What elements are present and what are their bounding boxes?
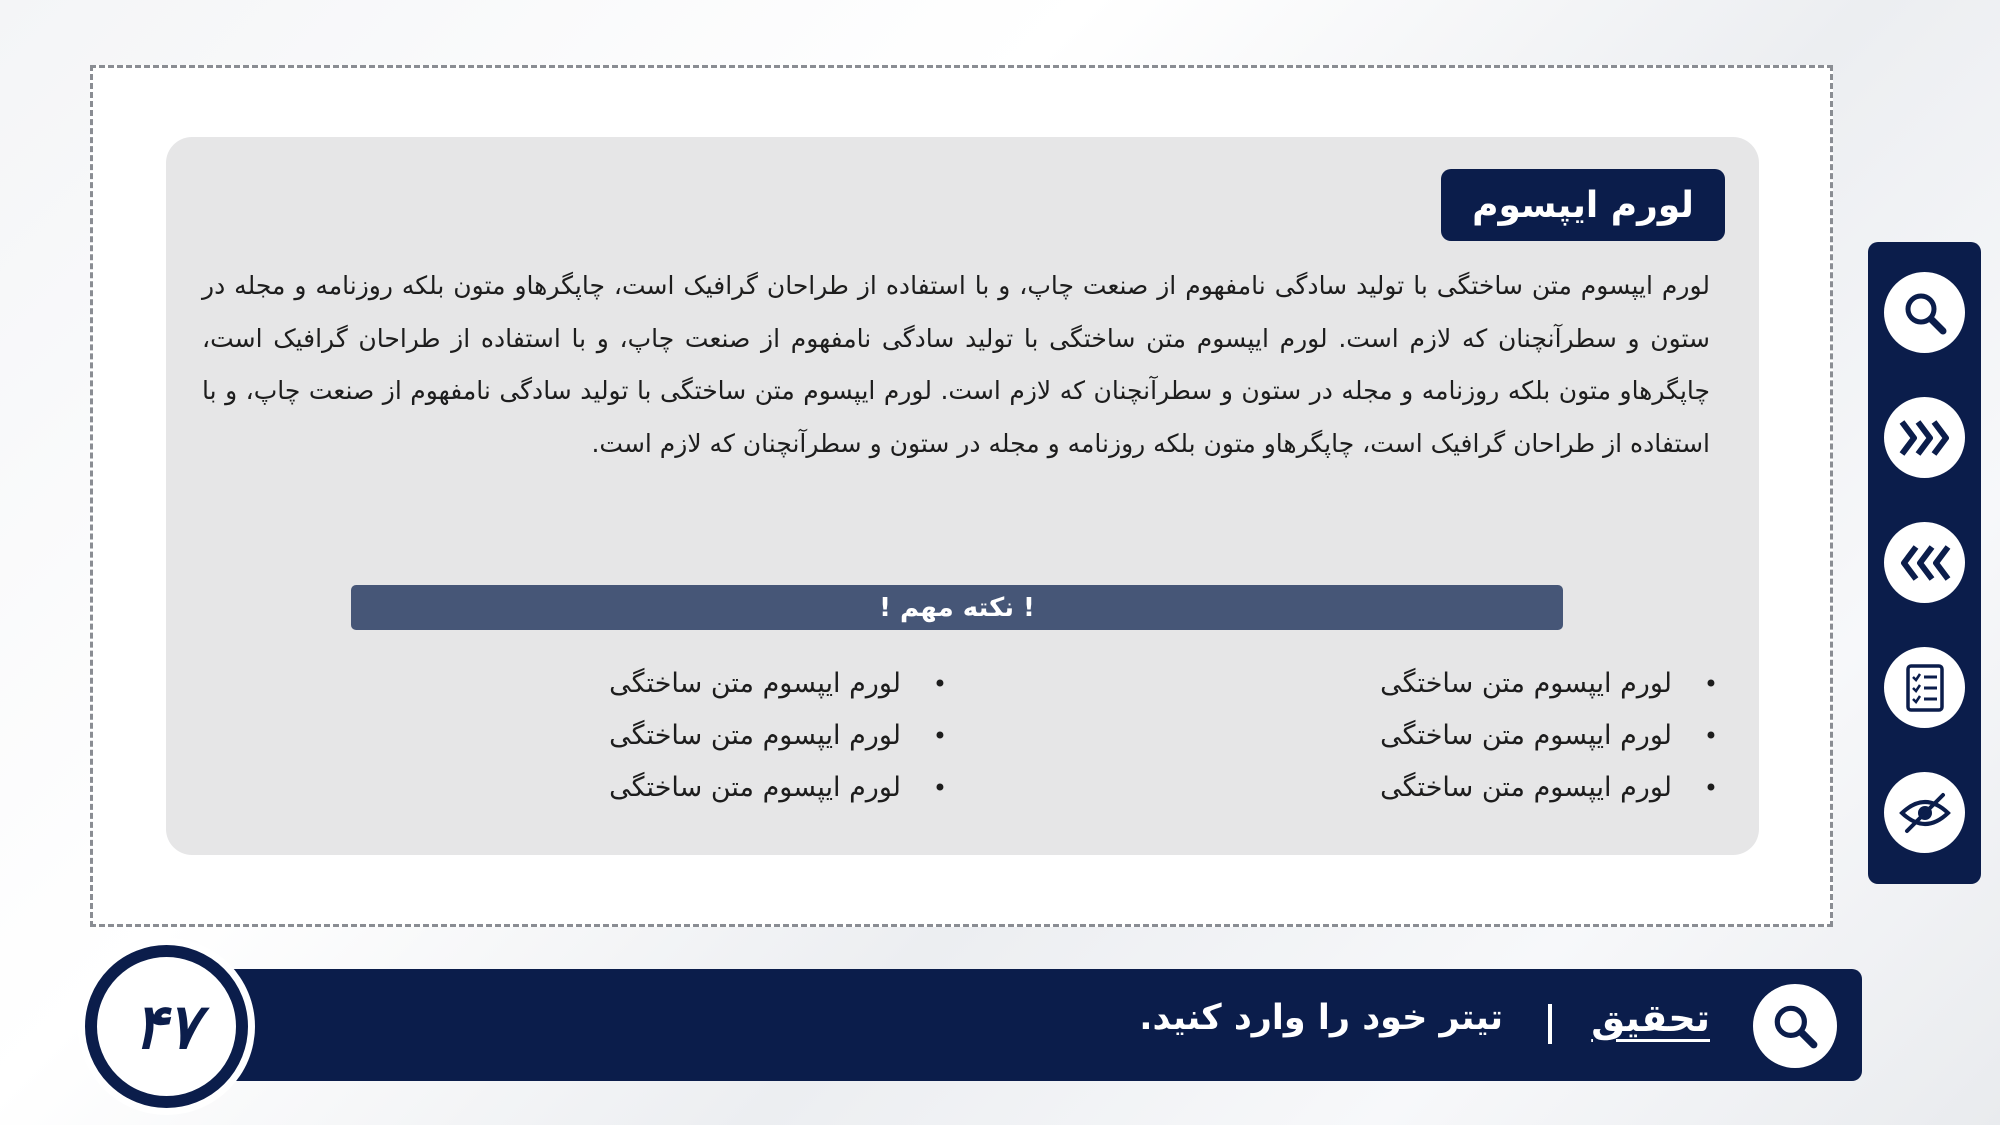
- checklist-icon: [1905, 663, 1945, 713]
- sidebar-prev-button[interactable]: [1884, 522, 1965, 603]
- eye-off-icon: [1899, 791, 1951, 835]
- card-title: لورم ایپسوم: [1441, 169, 1725, 241]
- bullet-list-right: [1380, 658, 1718, 814]
- search-icon: [1901, 289, 1949, 337]
- list-item: • لورم ایپسوم متن ساختگی: [1380, 658, 1718, 710]
- list-item: • لورم ایپسوم متن ساختگی: [1380, 762, 1718, 814]
- chevrons-left-icon: [1898, 543, 1952, 583]
- sidebar-search-button[interactable]: [1884, 272, 1965, 353]
- page-number: ۴۷: [85, 945, 248, 1108]
- footer-search-button[interactable]: [1753, 984, 1837, 1068]
- list-item: • لورم ایپسوم متن ساختگی: [1380, 710, 1718, 762]
- sidebar-checklist-button[interactable]: [1884, 647, 1965, 728]
- bullet-list-left: [609, 658, 947, 814]
- sidebar-hide-button[interactable]: [1884, 772, 1965, 853]
- important-note-bar: ! نکته مهم !: [351, 585, 1563, 630]
- list-item: • لورم ایپسوم متن ساختگی: [609, 710, 947, 762]
- sidebar-next-button[interactable]: [1884, 397, 1965, 478]
- footer-divider: [1548, 1004, 1552, 1044]
- list-item: • لورم ایپسوم متن ساختگی: [609, 658, 947, 710]
- body-paragraph: لورم ایپسوم متن ساختگی با تولید سادگی نامفهوم از صنعت چاپ، و با استفاده از طراحان گرافیک است، چاپگرهاو متون بلکه روزنامه و مجله در ستون و سطرآنچنان که لازم است. لورم ایپسوم متن ساختگی با تولید سادگی نامفهوم از صنعت چاپ، و با استفاده از طراحان گرافیک است، چاپگرهاو متون بلکه روزنامه و مجله در ستون و سطرآنچنان که لازم است. لورم ایپسوم متن ساختگی با تولید سادگی نامفهوم از صنعت چاپ، و با استفاده از طراحان گرافیک است، چاپگرهاو متون بلکه روزنامه و مجله در ستون و سطرآنچنان که لازم است.: [202, 271, 1710, 458]
- search-icon: [1770, 1001, 1820, 1051]
- footer-title: تیتر خود را وارد کنید.: [1139, 998, 1503, 1038]
- side-toolbar: [1868, 242, 1981, 884]
- chevrons-right-icon: [1898, 418, 1952, 458]
- footer-section-link[interactable]: تحقیق: [1591, 996, 1710, 1040]
- list-item: • لورم ایپسوم متن ساختگی: [609, 762, 947, 814]
